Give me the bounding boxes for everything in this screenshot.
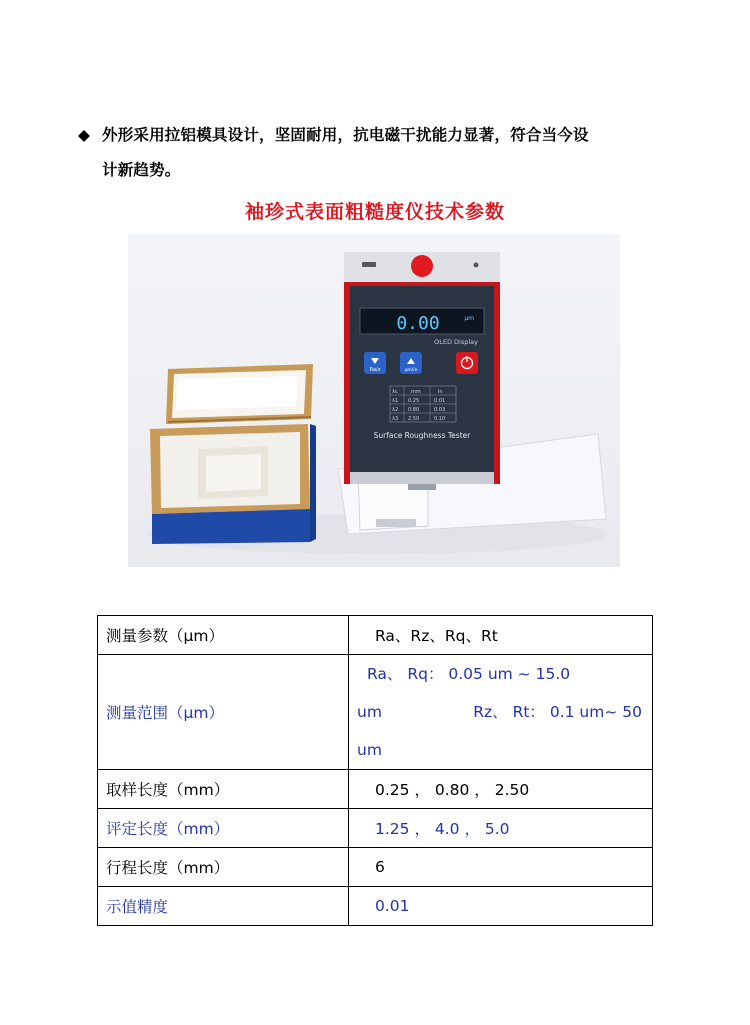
spec-label: 取样长度（mm）	[98, 770, 349, 809]
bullet-text-line2: 计新趋势。	[102, 161, 181, 179]
table-row	[98, 887, 653, 926]
svg-text:0.03: 0.03	[434, 407, 446, 413]
probe-button	[411, 255, 433, 277]
range-line1: Ra、 Rq： 0.05 um ~ 15.0	[367, 665, 571, 683]
product-illustration	[128, 234, 620, 567]
display-label: OLED Display	[434, 338, 478, 346]
svg-text:λ1: λ1	[392, 398, 399, 404]
bullet-text-line1: 外形采用拉铝模具设计，坚固耐用，抗电磁干扰能力显著，符合当今设	[102, 126, 589, 144]
svg-text:0.25: 0.25	[408, 398, 420, 404]
spec-value: Ra、Rz、Rq、Rt	[349, 616, 653, 655]
tester-device	[344, 252, 500, 490]
box-lid	[166, 364, 313, 424]
svg-text:2.50: 2.50	[408, 416, 420, 422]
btn-mid-label: μm/in	[404, 368, 418, 373]
table-row	[98, 616, 653, 655]
svg-text:in: in	[438, 389, 443, 395]
product-photo	[128, 234, 620, 567]
screen-unit: μm	[464, 315, 474, 322]
table-row	[98, 809, 653, 848]
diamond-bullet-icon: ◆	[78, 126, 91, 144]
spec-value	[349, 655, 653, 770]
btn-left-label: Ra/z	[369, 367, 381, 373]
table-row	[98, 848, 653, 887]
table-row	[98, 770, 653, 809]
panel-label: Surface Roughness Tester	[373, 431, 471, 440]
spec-value: 1.25 ， 4.0 ， 5.0	[349, 809, 653, 848]
spec-table	[97, 615, 653, 926]
section-title: 袖珍式表面粗糙度仪技术参数	[244, 201, 505, 223]
svg-text:0.10: 0.10	[434, 416, 446, 422]
spec-label: 测量参数（μm）	[98, 616, 349, 655]
spec-label: 行程长度（mm）	[98, 848, 349, 887]
screen-readout: 0.00	[396, 313, 440, 334]
spec-label: 测量范围（μm）	[98, 655, 349, 770]
spec-value: 6	[349, 848, 653, 887]
svg-text:λ3: λ3	[392, 416, 399, 422]
spec-value: 0.25 ， 0.80 ， 2.50	[349, 770, 653, 809]
table-row	[98, 655, 653, 770]
spec-value: 0.01	[349, 887, 653, 926]
range-line3: um	[357, 741, 382, 759]
svg-text:mm: mm	[411, 389, 421, 395]
spec-label: 示值精度	[98, 887, 349, 926]
bullet-paragraph	[78, 118, 698, 188]
range-line2: um Rz、 Rt： 0.1 um~ 50	[357, 703, 642, 721]
box-base	[150, 424, 316, 544]
spec-label: 评定长度（mm）	[98, 809, 349, 848]
svg-text:0.80: 0.80	[408, 407, 420, 413]
svg-text:λ2: λ2	[392, 407, 399, 413]
svg-text:0.01: 0.01	[434, 398, 446, 404]
svg-text:λc: λc	[392, 389, 398, 395]
